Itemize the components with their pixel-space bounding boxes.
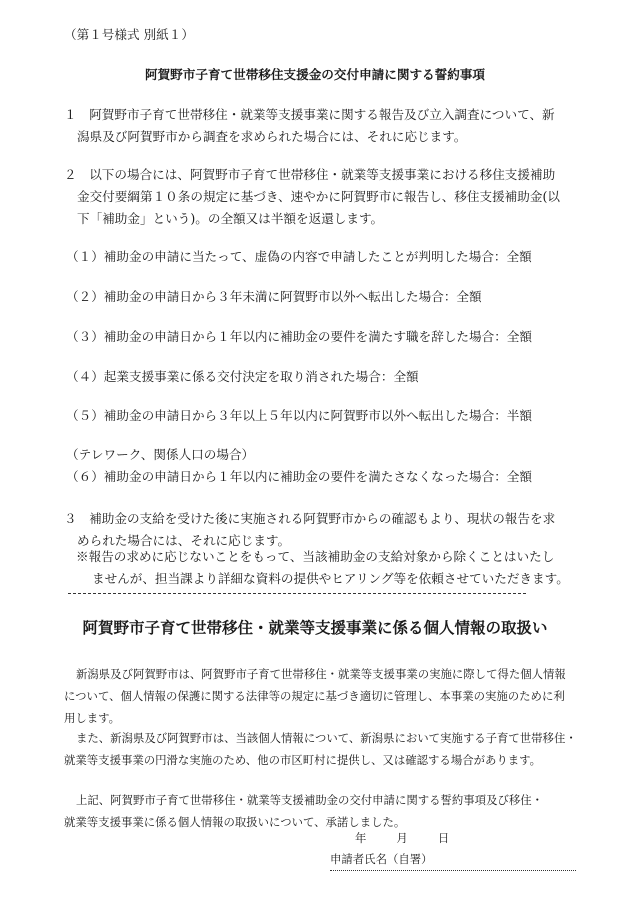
pledge-sub-3: （３）補助金の申請日から１年以内に補助金の要件を満たす職を辞した場合：全額 [66,329,532,344]
pledge-item-1-line-1: １ 阿賀野市子育て世帯移住・就業等支援事業に関する報告及び立入調査について、新 [64,107,555,122]
privacy-paragraph-3-line-1: 上記、阿賀野市子育て世帯移住・就業等支援補助金の交付申請に関する誓約事項及び移住・ [76,793,544,807]
form-label: （第１号様式 別紙１） [64,27,194,42]
date-year-label: 年 [355,831,367,845]
signature-date [355,827,449,849]
privacy-paragraph-1-line-3: 用します。 [64,711,121,725]
signature-field[interactable] [330,848,576,871]
pledge-note [76,546,596,590]
privacy-paragraph-3-line-2: 就業等支援事業に係る個人情報の取扱いについて、承諾しました。 [64,815,406,829]
applicant-name-label: 申請者氏名（自署） [330,852,433,866]
privacy-paragraph-2 [64,727,604,771]
telework-note: （テレワーク、関係人口の場合） [66,447,255,462]
privacy-paragraph-2-line-1: また、新潟県及び阿賀野市は、当該個人情報について、新潟県において実施する子育て世帯移住・ [76,731,577,745]
pledge-item-1 [64,104,584,148]
pledge-sub-1: （１）補助金の申請に当たって、虚偽の内容で申請したことが判明した場合：全額 [66,249,532,264]
privacy-paragraph-2-line-2: 就業等支援事業の円滑な実施のため、他の市区町村に提供し、又は確認する場合があります。 [64,753,542,767]
privacy-paragraph-1-line-1: 新潟県及び阿賀野市は、阿賀野市子育て世帯移住・就業等支援事業の実施に際して得た個人情報 [76,667,566,681]
privacy-paragraph-1-line-2: について、個人情報の保護に関する法律等の規定に基づき適切に管理し、本事業の実施のために利 [64,689,565,703]
pledge-item-3-line-2: められた場合には、それに応じます。 [77,533,291,548]
pledge-sub-6: （６）補助金の申請日から１年以内に補助金の要件を満たさなくなった場合：全額 [66,469,532,484]
date-month-label: 月 [396,831,408,845]
pledge-item-1-line-2: 潟県及び阿賀野市から調査を求められた場合には、それに応じます。 [77,129,467,144]
pledge-sub-5: （５）補助金の申請日から３年以上５年以内に阿賀野市以外へ転出した場合：半額 [66,408,532,423]
pledge-item-2-line-2: 金交付要綱第１０条の規定に基づき、速やかに阿賀野市に報告し、移住支援補助金(以 [77,189,560,204]
pledge-item-2-line-3: 下「補助金」という)。の全額又は半額を返還します。 [77,211,384,226]
pledge-note-line-1: ※報告の求めに応じないことをもって、当該補助金の支給対象から除くことはいたし [76,549,555,564]
privacy-paragraph-1 [64,663,604,729]
pledge-title: 阿賀野市子育て世帯移住支援金の交付申請に関する誓約事項 [144,67,486,82]
pledge-item-2-line-1: ２ 以下の場合には、阿賀野市子育て世帯移住・就業等支援事業における移住支援補助 [64,167,556,182]
section-divider [68,593,526,594]
pledge-sub-4: （４）起業支援事業に係る交付決定を取り消された場合：全額 [66,369,419,384]
pledge-note-line-2: ませんが、担当課より詳細な資料の提供やヒアリング等を依頼させていただきます。 [92,571,569,586]
pledge-sub-2: （２）補助金の申請日から３年未満に阿賀野市以外へ転出した場合：全額 [66,289,482,304]
date-day-label: 日 [437,831,450,845]
privacy-title: 阿賀野市子育て世帯移住・就業等支援事業に係る個人情報の取扱い [82,618,548,637]
pledge-item-2 [64,164,584,230]
pledge-item-3-line-1: ３ 補助金の支給を受けた後に実施される阿賀野市からの確認もより、現状の報告を求 [64,511,556,526]
privacy-paragraph-3 [64,789,604,833]
